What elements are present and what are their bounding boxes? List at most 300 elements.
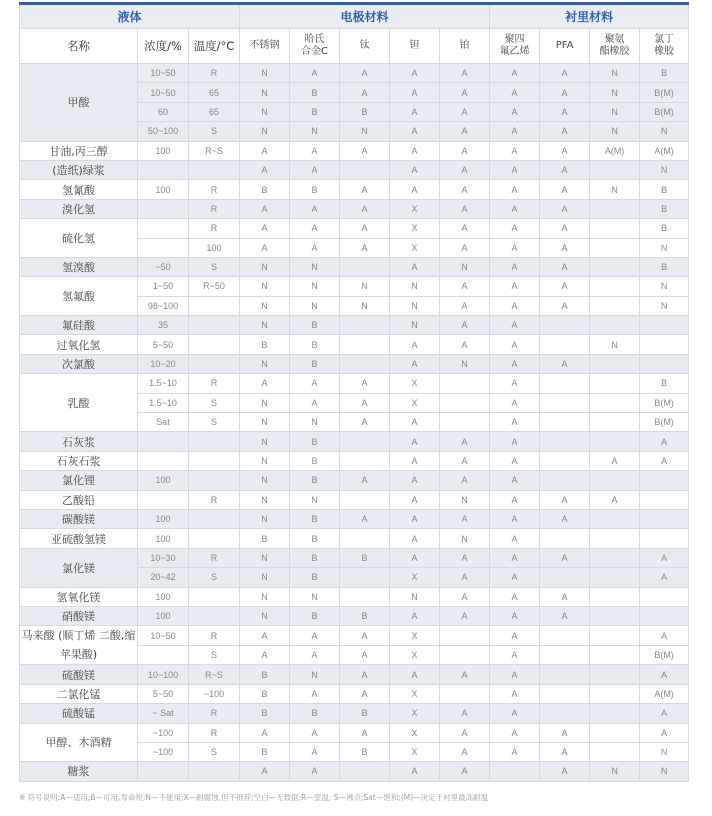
table-cell: A	[390, 762, 440, 781]
table-cell: X	[390, 723, 440, 742]
table-cell: A	[440, 762, 490, 781]
table-cell	[590, 199, 640, 218]
legend-footnote: ※ 符号说明:A—适用;B—可用,寿命短;N—不能用;X—耐腐蚀,但不推荐;空白—无数据;R—室温; S—沸点;Sat—饱和;(M)—决定于衬里最高耐温	[19, 793, 489, 802]
table-cell: R	[189, 199, 240, 218]
table-cell: A	[540, 354, 590, 373]
table-cell: A	[290, 374, 340, 393]
table-cell	[440, 374, 490, 393]
table-cell: 100	[138, 529, 189, 548]
table-row	[20, 141, 689, 160]
table-cell: A	[440, 742, 490, 761]
table-cell: A	[440, 335, 490, 354]
table-cell: R	[189, 704, 240, 723]
table-cell: A	[390, 141, 440, 160]
column-header: 铂	[440, 29, 490, 64]
liquid-name: 溴化氢	[20, 199, 138, 218]
table-cell: A	[490, 684, 540, 703]
table-cell: A	[490, 219, 540, 238]
liquid-name: 甲酸	[20, 64, 138, 142]
table-cell: A	[390, 160, 440, 179]
table-cell: S	[189, 568, 240, 587]
table-cell: A	[490, 529, 540, 548]
table-cell	[590, 548, 640, 567]
table-cell: B	[340, 102, 390, 121]
table-cell: A	[540, 199, 590, 218]
table-cell: X	[390, 393, 440, 412]
table-cell: N	[240, 413, 290, 432]
table-cell: A	[440, 587, 490, 606]
liquid-name: 碳酸镁	[20, 509, 138, 528]
table-cell: B	[290, 102, 340, 121]
table-cell: A	[490, 606, 540, 625]
table-cell	[590, 606, 640, 625]
table-cell: R~50	[189, 277, 240, 296]
table-cell: 1.5~10	[138, 374, 189, 393]
column-header: 聚四 氟乙烯	[490, 29, 540, 64]
table-cell	[590, 160, 640, 179]
table-cell: B	[290, 316, 340, 335]
table-cell: A	[390, 548, 440, 567]
table-cell: X	[390, 645, 440, 665]
table-cell: S	[189, 413, 240, 432]
table-cell: 65	[189, 102, 240, 121]
table-cell: B	[290, 606, 340, 625]
table-cell: A	[240, 762, 290, 781]
table-cell	[590, 471, 640, 490]
table-cell: A	[490, 509, 540, 528]
table-row	[20, 684, 689, 703]
table-cell	[540, 645, 590, 665]
table-cell: A	[490, 393, 540, 412]
table-cell	[590, 432, 640, 451]
table-cell	[540, 413, 590, 432]
liquid-name: 氢氰酸	[20, 180, 138, 199]
table-cell	[340, 160, 390, 179]
column-header: 钽	[390, 29, 440, 64]
table-cell	[189, 606, 240, 625]
table-row	[20, 626, 689, 646]
table-cell: N	[290, 665, 340, 684]
table-cell: A	[490, 296, 540, 315]
table-cell	[138, 451, 189, 470]
table-cell: A	[490, 665, 540, 684]
table-cell	[440, 626, 490, 646]
table-cell	[340, 257, 390, 276]
table-cell: B	[640, 374, 689, 393]
table-cell	[138, 432, 189, 451]
table-cell: A(M)	[590, 141, 640, 160]
table-cell: A	[440, 723, 490, 742]
table-cell	[540, 626, 590, 646]
table-row	[20, 199, 689, 218]
table-cell	[189, 451, 240, 470]
table-cell: A	[290, 742, 340, 761]
table-cell: X	[390, 626, 440, 646]
table-cell	[590, 296, 640, 315]
liquid-name: (造纸)绿浆	[20, 160, 138, 179]
column-header: 浓度/%	[138, 29, 189, 64]
column-header: 名称	[20, 29, 138, 64]
table-cell	[340, 432, 390, 451]
table-cell: A	[340, 684, 390, 703]
table-cell: A	[490, 548, 540, 567]
table-cell: A	[290, 684, 340, 703]
table-cell: N	[340, 122, 390, 141]
table-cell: A	[640, 568, 689, 587]
table-cell: B(M)	[640, 413, 689, 432]
table-cell	[640, 316, 689, 335]
table-cell	[440, 684, 490, 703]
liquid-name: 硫酸锰	[20, 704, 138, 723]
table-cell: N	[390, 316, 440, 335]
liquid-name: 硫酸镁	[20, 665, 138, 684]
table-cell	[540, 374, 590, 393]
table-row	[20, 471, 689, 490]
table-cell: A	[440, 704, 490, 723]
table-cell: 100	[189, 238, 240, 257]
table-row	[20, 762, 689, 781]
table-cell: A	[490, 199, 540, 218]
column-header: 不锈钢	[240, 29, 290, 64]
table-cell: A	[390, 432, 440, 451]
table-cell	[189, 160, 240, 179]
table-cell: N	[640, 238, 689, 257]
table-cell	[189, 471, 240, 490]
table-row	[20, 548, 689, 567]
table-cell: N	[440, 257, 490, 276]
table-cell	[340, 529, 390, 548]
table-cell: N	[590, 83, 640, 102]
table-cell: A	[390, 451, 440, 470]
table-cell: X	[390, 374, 440, 393]
table-cell: R~S	[189, 665, 240, 684]
liquid-name: 石灰浆	[20, 432, 138, 451]
table-cell	[340, 316, 390, 335]
table-cell: B	[290, 335, 340, 354]
table-cell: A	[540, 296, 590, 315]
table-cell: A	[440, 180, 490, 199]
table-cell: A	[540, 587, 590, 606]
table-cell	[540, 393, 590, 412]
liquid-name: 石灰石浆	[20, 451, 138, 470]
table-row	[20, 509, 689, 528]
table-cell: A	[440, 296, 490, 315]
table-cell: B	[290, 354, 340, 373]
column-header: PFA	[540, 29, 590, 64]
table-cell: N	[290, 490, 340, 509]
table-cell: 100	[138, 180, 189, 199]
table-cell: A	[390, 122, 440, 141]
table-cell: A	[390, 606, 440, 625]
table-cell: X	[390, 219, 440, 238]
table-cell: N	[240, 64, 290, 83]
liquid-name: 二氯化锰	[20, 684, 138, 703]
table-cell: 20~42	[138, 568, 189, 587]
table-cell: N	[640, 296, 689, 315]
table-cell: B	[290, 451, 340, 470]
table-cell: S	[189, 257, 240, 276]
table-cell: N	[240, 490, 290, 509]
table-cell: X	[390, 238, 440, 257]
table-cell: A	[440, 548, 490, 567]
table-cell: A	[440, 606, 490, 625]
table-cell: N	[290, 413, 340, 432]
table-cell: R	[189, 180, 240, 199]
table-cell	[640, 471, 689, 490]
table-cell	[189, 335, 240, 354]
table-cell	[540, 684, 590, 703]
table-cell: A	[540, 64, 590, 83]
table-cell: N	[240, 509, 290, 528]
table-cell	[590, 645, 640, 665]
table-cell	[340, 762, 390, 781]
table-cell: A	[440, 199, 490, 218]
table-cell: A	[340, 199, 390, 218]
table-cell: A	[440, 316, 490, 335]
table-cell: N	[590, 102, 640, 121]
table-cell: ~100	[138, 723, 189, 742]
table-cell: A	[540, 160, 590, 179]
table-cell: A	[490, 160, 540, 179]
table-cell: B(M)	[640, 393, 689, 412]
table-row	[20, 665, 689, 684]
table-cell	[590, 665, 640, 684]
table-cell: A	[540, 180, 590, 199]
table-cell: Sat	[138, 413, 189, 432]
table-cell: N	[240, 316, 290, 335]
table-cell: ~50	[138, 257, 189, 276]
table-row	[20, 451, 689, 470]
table-row	[20, 587, 689, 606]
table-cell	[590, 509, 640, 528]
column-header: 氯丁 橡胶	[640, 29, 689, 64]
table-cell: 10~100	[138, 665, 189, 684]
table-cell: X	[390, 704, 440, 723]
group-header-electrode: 电极材料	[240, 4, 490, 29]
table-cell: N	[390, 296, 440, 315]
table-cell	[590, 393, 640, 412]
table-cell: A	[290, 626, 340, 646]
table-cell: A	[340, 665, 390, 684]
table-cell: 98~100	[138, 296, 189, 315]
table-cell: R	[189, 723, 240, 742]
table-cell: A	[490, 451, 540, 470]
table-cell: A	[340, 626, 390, 646]
table-cell: A	[640, 432, 689, 451]
table-cell	[189, 316, 240, 335]
table-cell: N	[590, 762, 640, 781]
table-cell	[540, 704, 590, 723]
table-cell: A	[540, 257, 590, 276]
table-cell: A	[340, 180, 390, 199]
table-cell: A	[390, 490, 440, 509]
table-cell: N	[240, 277, 290, 296]
table-cell: N	[640, 160, 689, 179]
table-cell	[590, 374, 640, 393]
table-cell: X	[390, 684, 440, 703]
table-cell: A	[240, 160, 290, 179]
table-cell: A	[540, 122, 590, 141]
table-cell: 10~50	[138, 64, 189, 83]
table-row	[20, 432, 689, 451]
table-row	[20, 723, 689, 742]
table-cell: A	[290, 645, 340, 665]
table-cell	[340, 451, 390, 470]
table-cell	[189, 296, 240, 315]
table-cell	[540, 471, 590, 490]
table-cell: A	[390, 335, 440, 354]
table-cell: N	[340, 296, 390, 315]
table-cell: 35	[138, 316, 189, 335]
table-cell: A	[390, 257, 440, 276]
liquid-name: 亚硫酸氢镁	[20, 529, 138, 548]
table-cell: A	[490, 626, 540, 646]
table-cell: A	[290, 762, 340, 781]
table-cell: B	[240, 704, 290, 723]
table-cell: N	[640, 277, 689, 296]
table-cell	[440, 393, 490, 412]
table-cell: A	[390, 509, 440, 528]
table-cell: N	[390, 587, 440, 606]
table-cell: A	[590, 490, 640, 509]
table-cell: A	[540, 277, 590, 296]
liquid-name: 氯化镁	[20, 548, 138, 587]
table-cell: A	[490, 374, 540, 393]
liquid-name: 乙酸铅	[20, 490, 138, 509]
table-cell	[540, 316, 590, 335]
table-cell: S	[189, 393, 240, 412]
table-cell: B	[290, 432, 340, 451]
table-cell: N	[590, 335, 640, 354]
table-cell: B	[240, 180, 290, 199]
table-cell: A	[390, 413, 440, 432]
table-cell: A	[590, 451, 640, 470]
table-cell: R	[189, 490, 240, 509]
table-cell	[590, 316, 640, 335]
liquid-name: 氢氧化镁	[20, 587, 138, 606]
table-cell: A	[340, 374, 390, 393]
table-cell: B	[290, 548, 340, 567]
table-cell: B	[290, 704, 340, 723]
table-cell: A	[490, 122, 540, 141]
table-cell: A	[640, 451, 689, 470]
table-cell: X	[390, 568, 440, 587]
table-cell: A	[490, 64, 540, 83]
table-cell: A	[490, 568, 540, 587]
table-cell: A	[240, 374, 290, 393]
table-cell: A	[340, 509, 390, 528]
liquid-name: 次氯酸	[20, 354, 138, 373]
liquid-name: 氟硅酸	[20, 316, 138, 335]
table-cell: A	[640, 626, 689, 646]
table-cell: A	[290, 723, 340, 742]
table-cell	[590, 568, 640, 587]
table-cell: N	[290, 257, 340, 276]
table-cell: N	[390, 277, 440, 296]
liquid-name: 过氧化氢	[20, 335, 138, 354]
table-cell: A	[490, 180, 540, 199]
table-cell: A	[440, 64, 490, 83]
table-cell	[340, 490, 390, 509]
table-cell: A	[440, 451, 490, 470]
table-cell: A	[390, 471, 440, 490]
table-cell: R	[189, 548, 240, 567]
table-cell: A	[490, 413, 540, 432]
table-cell: A	[490, 335, 540, 354]
table-row	[20, 335, 689, 354]
table-cell: A	[540, 762, 590, 781]
table-cell: A	[490, 257, 540, 276]
group-header-lining: 衬里材料	[490, 4, 689, 29]
table-cell	[590, 277, 640, 296]
table-cell: A	[240, 219, 290, 238]
table-cell: B	[340, 606, 390, 625]
table-cell: A	[440, 238, 490, 257]
table-cell: A	[340, 83, 390, 102]
table-cell: N	[240, 102, 290, 121]
table-cell	[540, 568, 590, 587]
table-cell: N	[240, 432, 290, 451]
table-cell: N	[240, 122, 290, 141]
table-cell	[640, 606, 689, 625]
table-cell: N	[240, 83, 290, 102]
table-cell: B	[340, 704, 390, 723]
table-cell: 10~30	[138, 548, 189, 567]
table-cell: N	[240, 587, 290, 606]
table-cell: B	[290, 180, 340, 199]
table-cell	[640, 490, 689, 509]
table-cell: A	[440, 83, 490, 102]
table-cell: 60	[138, 102, 189, 121]
table-cell	[590, 354, 640, 373]
table-cell: N	[240, 451, 290, 470]
table-cell	[440, 413, 490, 432]
table-cell	[590, 238, 640, 257]
table-cell: N	[640, 122, 689, 141]
table-cell: A	[340, 413, 390, 432]
table-cell: R~S	[189, 141, 240, 160]
table-cell: R	[189, 374, 240, 393]
table-cell: 100	[138, 587, 189, 606]
table-cell: N	[240, 257, 290, 276]
table-cell: B	[640, 219, 689, 238]
table-cell: B	[240, 665, 290, 684]
table-cell: N	[290, 122, 340, 141]
table-cell: B	[240, 335, 290, 354]
table-cell: B(M)	[640, 102, 689, 121]
table-cell	[138, 645, 189, 665]
table-cell	[138, 160, 189, 179]
table-cell	[340, 587, 390, 606]
table-cell: A	[290, 219, 340, 238]
table-cell	[189, 762, 240, 781]
table-cell: A	[340, 64, 390, 83]
table-cell	[640, 335, 689, 354]
table-cell: A	[240, 626, 290, 646]
table-cell: A	[490, 316, 540, 335]
table-cell	[138, 219, 189, 238]
column-header-row	[20, 29, 689, 64]
table-cell: N	[240, 393, 290, 412]
table-cell: A	[440, 471, 490, 490]
table-cell: 100	[138, 509, 189, 528]
table-cell	[189, 587, 240, 606]
table-cell: N	[440, 354, 490, 373]
table-cell: A	[490, 102, 540, 121]
table-cell	[590, 587, 640, 606]
table-cell: 10~20	[138, 354, 189, 373]
table-cell: A	[540, 102, 590, 121]
